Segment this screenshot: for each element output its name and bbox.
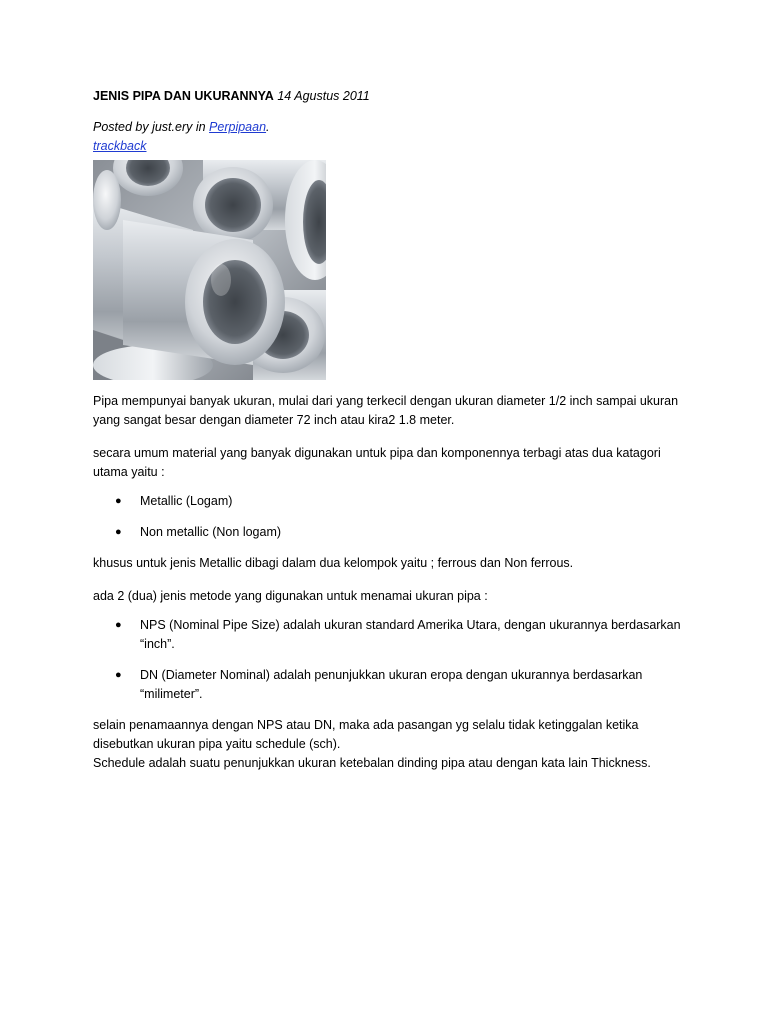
- bullet-icon: ●: [115, 495, 122, 507]
- list-item: [93, 492, 693, 511]
- bullet-icon: ●: [115, 526, 122, 538]
- list-item-text: Metallic (Logam): [140, 494, 233, 508]
- bullet-icon: ●: [115, 669, 122, 681]
- post-title: [93, 87, 693, 105]
- post-date: 14 Agustus 2011: [277, 89, 370, 103]
- byline: [93, 118, 693, 156]
- materials-list: [93, 492, 693, 542]
- paragraph-methods-intro: ada 2 (dua) jenis metode yang digunakan untuk menamai ukuran pipa :: [93, 589, 488, 603]
- list-item-text: NPS (Nominal Pipe Size) adalah ukuran standard Amerika Utara, dengan ukurannya berdasarkan “inch”.: [140, 618, 681, 651]
- paragraph-schedule-intro: selain penamaannya dengan NPS atau DN, maka ada pasangan yg selalu tidak ketinggalan ketika disebutkan ukuran pipa yaitu schedule (sch).: [93, 718, 639, 751]
- paragraph-metallic: khusus untuk jenis Metallic dibagi dalam dua kelompok yaitu ; ferrous dan Non ferrous.: [93, 556, 574, 570]
- list-item: [93, 523, 693, 542]
- document-page: [93, 87, 693, 773]
- steel-pipes-photo: [93, 160, 326, 380]
- byline-suffix: .: [266, 120, 270, 134]
- paragraph-materials-intro: secara umum material yang banyak digunakan untuk pipa dan komponennya terbagi atas dua katagori utama yaitu :: [93, 446, 661, 479]
- paragraph-sizes: Pipa mempunyai banyak ukuran, mulai dari yang terkecil dengan ukuran diameter 1/2 inch sampai ukuran yang sangat besar dengan diameter 72 inch atau kira2 1.8 meter.: [93, 394, 679, 427]
- methods-list: [93, 616, 693, 704]
- paragraph-schedule-definition: Schedule adalah suatu penunjukkan ukuran ketebalan dinding pipa atau dengan kata lain Thickness.: [93, 756, 651, 770]
- list-item: [93, 616, 693, 654]
- category-link[interactable]: Perpipaan: [209, 120, 267, 134]
- list-item-text: Non metallic (Non logam): [140, 525, 282, 539]
- list-item: [93, 666, 693, 704]
- list-item-text: DN (Diameter Nominal) adalah penunjukkan ukuran eropa dengan ukurannya berdasarkan “milimeter”.: [140, 668, 643, 701]
- byline-prefix: Posted by just.ery in: [93, 120, 206, 134]
- bullet-icon: ●: [115, 619, 122, 631]
- trackback-link[interactable]: trackback: [93, 139, 147, 153]
- post-title-text: JENIS PIPA DAN UKURANNYA: [93, 89, 274, 103]
